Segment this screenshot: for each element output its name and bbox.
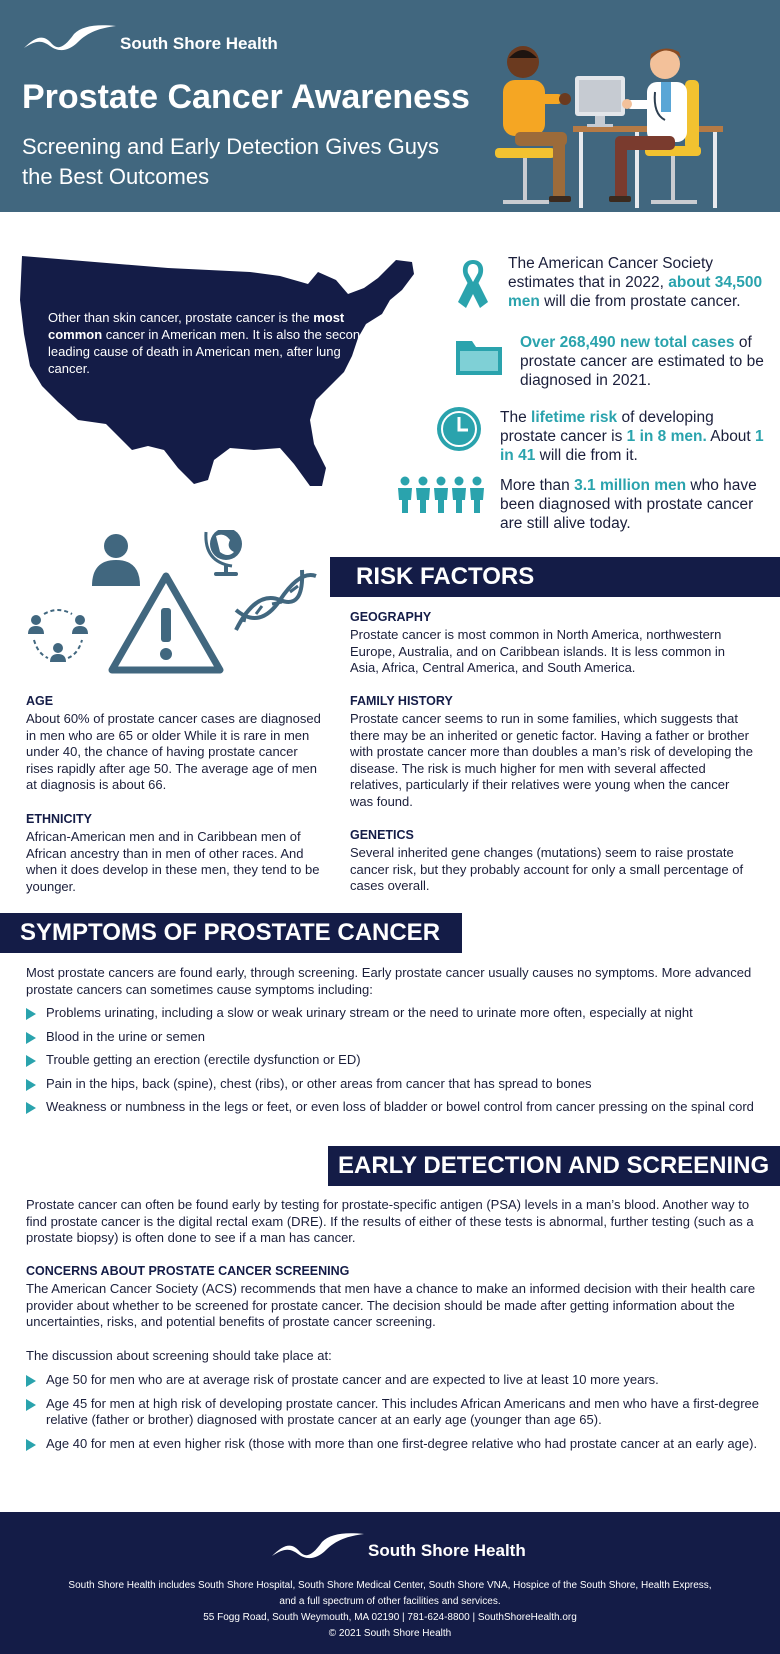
network-icon [28, 610, 88, 662]
screening-intro: Prostate cancer can often be found early by testing for prostate-specific antigen (PSA) levels in a man’s blood. Another way to find prostate cancer is the digital rectal exam (DRE). If the results of either of these tests is abnormal, further testing (such as a prostate biopsy) is often done to see if a man has cancer. [26, 1197, 754, 1245]
footer-line-2: and a full spectrum of other facilities and services. [279, 1596, 501, 1607]
screening-list [26, 1372, 761, 1459]
stat-risk-highlight-1: lifetime risk [531, 409, 618, 426]
geography-text: Prostate cancer is most common in North America, northwestern Europe, Australia, and on Caribbean islands. It is less common in Asia, Africa, Central America, and South America. [350, 627, 726, 675]
map-caption-pre: Other than skin cancer, prostate cancer is the [48, 310, 314, 325]
list-item [26, 1052, 761, 1069]
stat-survivors-pre: More than [500, 477, 575, 494]
list-item-text: Pain in the hips, back (spine), chest (ribs), or other areas from cancer that has spread to bones [46, 1075, 592, 1091]
screening-heading-text: EARLY DETECTION AND SCREENING [338, 1152, 770, 1179]
footer [0, 1512, 780, 1654]
bullet-arrow-icon [26, 1032, 36, 1044]
footer-copyright: © 2021 South Shore Health [328, 1628, 452, 1639]
footer-logo[interactable] [270, 1530, 526, 1562]
stat-new-cases-highlight: Over 268,490 new total cases [520, 334, 735, 351]
stat-deaths [508, 254, 770, 311]
list-item-text: Age 40 for men at even higher risk (those with more than one first-degree relative who had prostate cancer at an early age). [46, 1435, 758, 1451]
bullet-arrow-icon [26, 1055, 36, 1067]
stat-risk-mid: of developing prostate cancer is [500, 409, 714, 445]
concerns-text: The American Cancer Society (ACS) recommends that men have a chance to make an informed decision with their health care provider about whether to be screened for prostate cancer. The decision should be made after getting information about the uncertainties, risks, and potential benefits of prostate cancer screening. [26, 1281, 756, 1329]
list-item [26, 1076, 761, 1093]
person-icon [92, 534, 140, 586]
list-item [26, 1005, 761, 1022]
warning-icon [112, 576, 220, 670]
clock-icon [436, 406, 482, 452]
stat-lifetime-risk [500, 408, 770, 465]
bullet-arrow-icon [26, 1375, 36, 1387]
list-item [26, 1099, 761, 1116]
genetics-text: Several inherited gene changes (mutations) seem to raise prostate cancer risk, but they probably account for only a small percentage of cases overall. [350, 845, 744, 893]
list-item-text: Problems urinating, including a slow or weak urinary stream or the need to urinate more often, especially at night [46, 1005, 693, 1020]
stat-deaths-highlight: about 34,500 men [508, 274, 763, 310]
stat-new-cases-post: of prostate cancer are estimated to be diagnosed in 2021. [520, 334, 764, 389]
risk-factors-heading [330, 557, 780, 597]
symptoms-heading [0, 913, 462, 953]
symptoms-intro: Most prostate cancers are found early, through screening. Early prostate cancer usually causes no symptoms. More advanced prostate cancers can sometimes cause symptoms including: [26, 965, 752, 997]
list-item-text: Trouble getting an erection (erectile dysfunction or ED) [46, 1052, 361, 1067]
logo[interactable] [22, 22, 278, 54]
list-item [26, 1372, 761, 1389]
dna-icon [236, 570, 316, 630]
list-item-text: Age 45 for men at high risk of developing prostate cancer. This includes African Americans and men who have a first-degree relative (father or brother) diagnosed with prostate cancer at an early age (younger than age 65). [46, 1395, 759, 1427]
header-banner [0, 0, 780, 212]
risk-icons-group [20, 530, 330, 680]
age-text: About 60% of prostate cancer cases are diagnosed in men who are 65 or older While it is rare in men under 40, the chance of having prostate cancer rises rapidly after age 50. The average age of men at diagnosis is about 66. [26, 711, 321, 792]
globe-icon [206, 530, 242, 576]
folder-icon [454, 335, 504, 377]
stat-survivors [500, 476, 770, 533]
stat-deaths-post: will die from prostate cancer. [539, 293, 741, 310]
concerns-heading: CONCERNS ABOUT PROSTATE CANCER SCREENING [26, 1264, 350, 1278]
footer-logo-text: South Shore Health [368, 1541, 526, 1560]
page-subtitle: Screening and Early Detection Gives Guys the Best Outcomes [22, 134, 439, 189]
list-item-text: Blood in the urine or semen [46, 1028, 205, 1044]
list-item [26, 1029, 761, 1046]
symptoms-heading-text: SYMPTOMS OF PROSTATE CANCER [20, 919, 441, 946]
stat-new-cases [520, 333, 770, 390]
list-item-text: Weakness or numbness in the legs or feet, or even loss of bladder or bowel control from cancer pressing on the spinal cord [46, 1099, 754, 1114]
map-caption [48, 309, 368, 377]
map-caption-post: cancer in American men. It is also the second leading cause of death in American men, after lung cancer. [48, 327, 368, 376]
logo-text: South Shore Health [120, 34, 278, 53]
genetics-heading: GENETICS [350, 828, 414, 842]
page-title: Prostate Cancer Awareness [22, 78, 470, 116]
symptoms-list [26, 1005, 761, 1123]
bullet-arrow-icon [26, 1102, 36, 1114]
footer-address: 55 Fogg Road, South Weymouth, MA 02190 | 781-624-8800 | SouthShoreHealth.org [203, 1612, 577, 1623]
bullet-arrow-icon [26, 1439, 36, 1451]
list-item [26, 1436, 761, 1453]
stat-risk-post: will die from it. [535, 447, 638, 464]
bullet-arrow-icon [26, 1079, 36, 1091]
footer-line-1: South Shore Health includes South Shore Hospital, South Shore Medical Center, South Shore VNA, Hospice of the South Shore, Health Express, [68, 1580, 712, 1591]
discussion-text: The discussion about screening should take place at: [26, 1348, 332, 1363]
ribbon-icon [454, 256, 492, 312]
stat-deaths-pre: The American Cancer Society estimates that in 2022, [508, 255, 714, 291]
risk-factors-heading-text: RISK FACTORS [356, 563, 535, 590]
family-history-text: Prostate cancer seems to run in some families, which suggests that there may be an inherited or genetic factor. Having a father or brother with prostate cancer more than doubles a man’s risk of developing the disease. The risk is much higher for men with several affected relatives, particularly if their relatives were young when the cancer was found. [350, 711, 753, 809]
stat-risk-highlight-3: 1 in 41 [500, 428, 764, 464]
bullet-arrow-icon [26, 1008, 36, 1020]
list-item-text: Age 50 for men who are at average risk of prostate cancer and are expected to live at least 10 more years. [46, 1372, 659, 1387]
bird-logo-icon [22, 22, 122, 54]
stat-risk-mid-2: About [706, 428, 756, 445]
stat-risk-highlight-2: 1 in 8 men. [626, 428, 707, 445]
stat-risk-pre: The [500, 409, 532, 426]
ethnicity-text: African-American men and in Caribbean men of African ancestry than in men of other races. And when it does develop in these men, they tend to be younger. [26, 829, 320, 894]
screening-heading [328, 1146, 780, 1186]
doctor-patient-illustration [495, 40, 780, 212]
age-heading: AGE [26, 694, 54, 708]
people-icon [396, 476, 488, 514]
bullet-arrow-icon [26, 1399, 36, 1411]
family-history-heading: FAMILY HISTORY [350, 694, 453, 708]
geography-heading: GEOGRAPHY [350, 610, 432, 624]
list-item [26, 1396, 761, 1429]
map-caption-bold: most common [48, 310, 345, 342]
bird-logo-icon [270, 1530, 370, 1562]
stat-survivors-highlight: 3.1 million men [574, 477, 687, 494]
stat-survivors-post: who have been diagnosed with prostate cancer are still alive today. [500, 477, 757, 532]
ethnicity-heading: ETHNICITY [26, 812, 92, 826]
